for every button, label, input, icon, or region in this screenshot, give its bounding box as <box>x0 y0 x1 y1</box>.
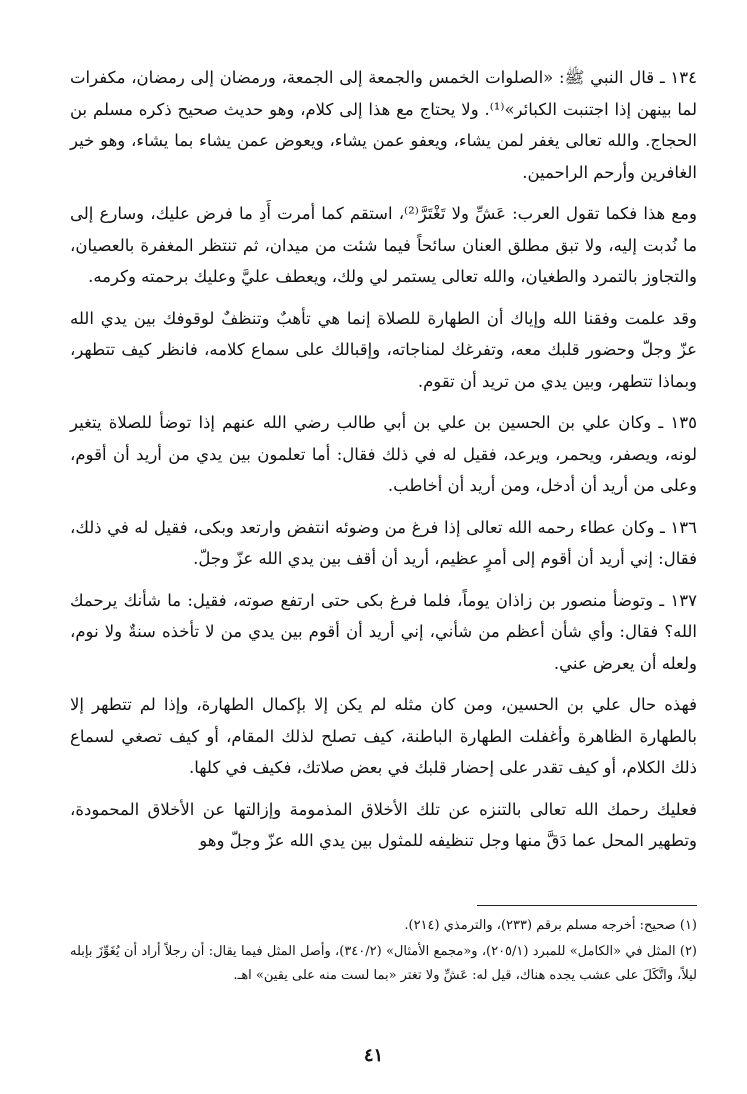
footnote-1: (١) صحيح: أخرجه مسلم برقم (٢٣٣)، والترمذي (٢١٤). <box>404 918 697 933</box>
paragraph-136: ١٣٦ ـ وكان عطاء رحمه الله تعالى إذا فرغ من وضوئه انتفض وارتعد وبكى، فقيل له في ذلك، فقال: إني أريد أن أقوم إلى أمرٍ عظيم، أريد أن أقف بين يدي الله عزّ وجلّ. <box>70 517 697 568</box>
footnotes <box>70 905 697 990</box>
footnote-2: (٢) المثل في «الكامل» للمبرد (٢٠٥/١)، و«مجمع الأمثال» (٣٤٠/٢)، وأصل المثل فيما يقال: أن رجلاً أراد أن يُغَوِّزَ بإبله ليلاً، واتَّكَلَ على عشب يجده هناك، قيل له: عَشِّ ولا تغتر «بما لست منه على يقين» اهـ. <box>70 944 697 983</box>
footnote-divider <box>477 905 697 906</box>
paragraph-proverb: ومع هذا فكما تقول العرب: عَشِّ ولا تَغْتَرَّ⁽²⁾، استقم كما أمرت أَدِ ما فرض عليك، وسارع إلى ما نُدبت إليه، ولا تبق مطلق العنان سائحاً فيما شئت من ميدان، ثم تنتظر المغفرة بالعصيان، والتجاوز بالتمرد والطغيان، والله تعالى يستمر لي ولك، ويعطف عليَّ وعليك برحمته وكرمه. <box>70 204 697 286</box>
paragraph-135: ١٣٥ ـ وكان علي بن الحسين بن علي بن أبي طالب رضي الله عنهم إذا توضأ للصلاة يتغير لونه، ويصفر، ويحمر، ويرعد، فقيل له في ذلك فقال: أما تعلمون بين يدي من أريد أن أقوم، وعلى من أريد أن أدخل، ومن أريد أن أخاطب. <box>70 413 697 495</box>
paragraph-ali: فهذه حال علي بن الحسين، ومن كان مثله لم يكن إلا بإكمال الطهارة، وإذا لم تتطهر إلا بالطهارة الظاهرة وأغفلت الطهارة الباطنة، كيف تصلح لذلك المقام، أو كيف تصغي لسماع ذلك الكلام، أو كيف تقدر على إحضار قلبك في بعض صلاتك، فكيف في كلها. <box>70 695 697 777</box>
paragraph-purity: وقد علمت وفقنا الله وإياك أن الطهارة للصلاة إنما هي تأهبٌ وتنظفٌ لوقوفك بين يدي الله عزّ وجلّ وحضور قلبك معه، وتفرغك لمناجاته، وإقبالك على سماع كلامه، فانظر كيف تتطهر، وبماذا تتطهر، وبين يدي من تريد أن تقوم. <box>70 308 697 391</box>
paragraph-134: ١٣٤ ـ قال النبي ﷺ: «الصلوات الخمس والجمعة إلى الجمعة، ورمضان إلى رمضان، مكفرات لما بينهن إذا اجتنبت الكبائر»⁽¹⁾. ولا يحتاج مع هذا إلى كلام، وهو حديث صحيح ذكره مسلم بن الحجاج. والله تعالى يغفر لمن يشاء، ويعفو عمن يشاء، ويعوض عمن يشاء بما يشاء، وهو خير الغافرين وأرحم الراحمين. <box>70 68 697 182</box>
paragraph-137: ١٣٧ ـ وتوضأ منصور بن زاذان يوماً، فلما فرغ بكى حتى ارتفع صوته، فقيل: ما شأنك يرحمك الله؟ فقال: وأي شأن أعظم من شأني، إني أريد أن أقوم بين يدي من لا تأخذه سنةٌ ولا نوم، ولعله أن يعرض عني. <box>70 590 697 673</box>
main-text <box>70 62 697 861</box>
paragraph-final: فعليك رحمك الله تعالى بالتنزه عن تلك الأخلاق المذمومة وإزالتها عن الأخلاق المحمودة، وتطهير المحل عما دَقَّ منها وجل تنظيفه للمثول بين يدي الله عزّ وجلّ وهو <box>70 799 697 850</box>
page-number: ٤١ <box>363 1045 384 1066</box>
